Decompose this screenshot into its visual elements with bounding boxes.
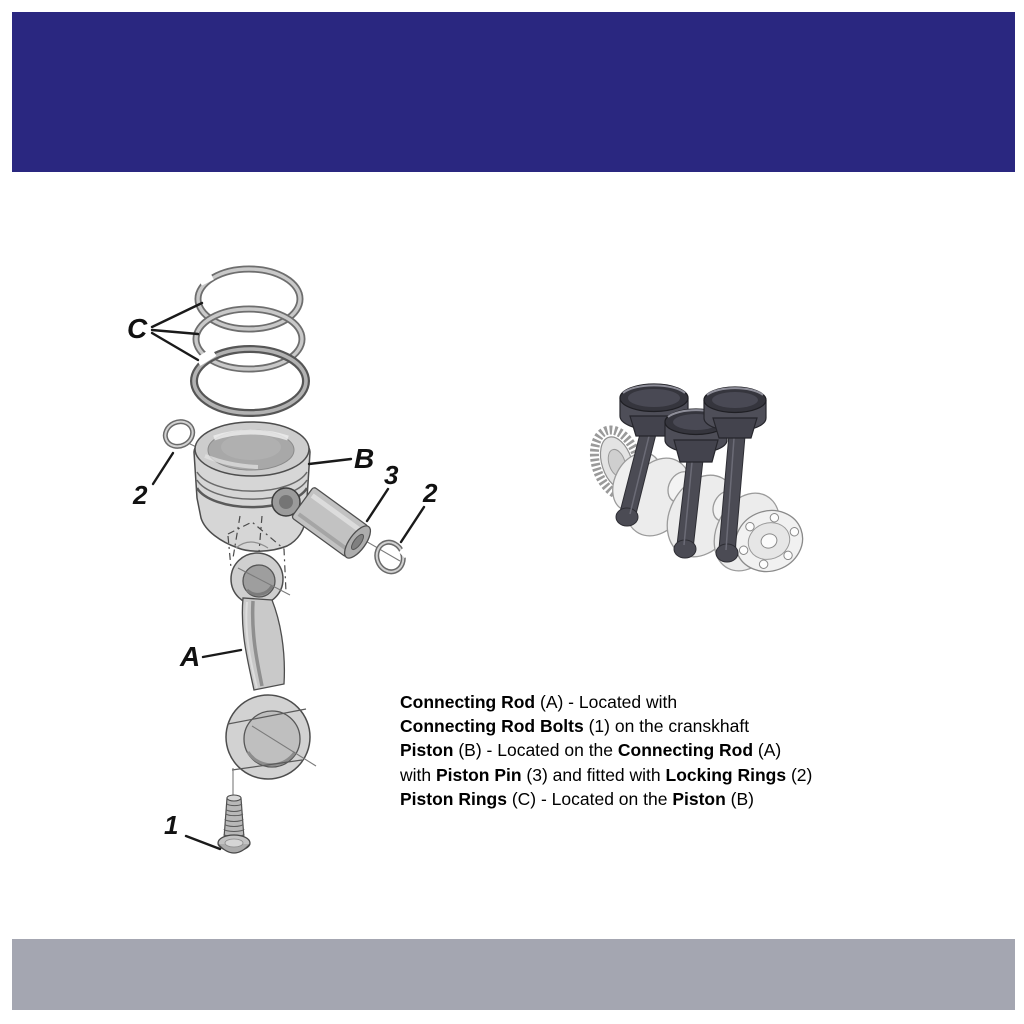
- crankshaft-assembly-illustration: [587, 384, 812, 582]
- label-2-left: 2: [133, 480, 148, 510]
- leader-line-1: [186, 836, 220, 849]
- leader-line-a: [203, 650, 241, 657]
- locking-ring-right-illustration: [373, 538, 408, 575]
- leader-line-3: [367, 489, 388, 521]
- parts-description-text: [400, 690, 900, 811]
- label-2-left-group: [132, 453, 173, 510]
- caption-line: Connecting Rod Bolts (1) on the cranskhaft: [400, 716, 750, 737]
- label-2-right: 2: [423, 478, 438, 508]
- connecting-rod-illustration: [226, 553, 316, 779]
- label-2-right-group: [401, 478, 438, 542]
- label-b-group: [309, 443, 374, 474]
- caption-line: with Piston Pin (3) and fitted with Locking Rings (2): [400, 764, 813, 785]
- label-1-group: [164, 810, 220, 849]
- connecting-rod-bolt-illustration: [218, 768, 250, 853]
- piston-rings-illustration: [194, 269, 306, 413]
- leader-line-b: [309, 459, 351, 464]
- leader-line-c3: [152, 333, 198, 360]
- label-c-group: [127, 303, 202, 360]
- piston-pin-illustration: [291, 487, 400, 562]
- label-a-group: [179, 641, 241, 672]
- label-1: 1: [164, 810, 179, 840]
- leader-line-c1: [152, 303, 202, 327]
- label-c: C: [127, 313, 148, 344]
- label-3: 3: [384, 460, 399, 490]
- caption-line: Piston (B) - Located on the Connecting Rod (A): [400, 740, 782, 761]
- caption-line: Connecting Rod (A) - Located with: [400, 692, 678, 712]
- leader-line-c2: [152, 330, 198, 334]
- piston-illustration: [194, 422, 310, 551]
- label-b: B: [354, 443, 375, 474]
- leader-line-2-right: [401, 507, 424, 542]
- leader-line-2-left: [153, 453, 173, 484]
- caption-line: Piston Rings (C) - Located on the Piston (B): [400, 788, 755, 809]
- label-a: A: [180, 641, 201, 672]
